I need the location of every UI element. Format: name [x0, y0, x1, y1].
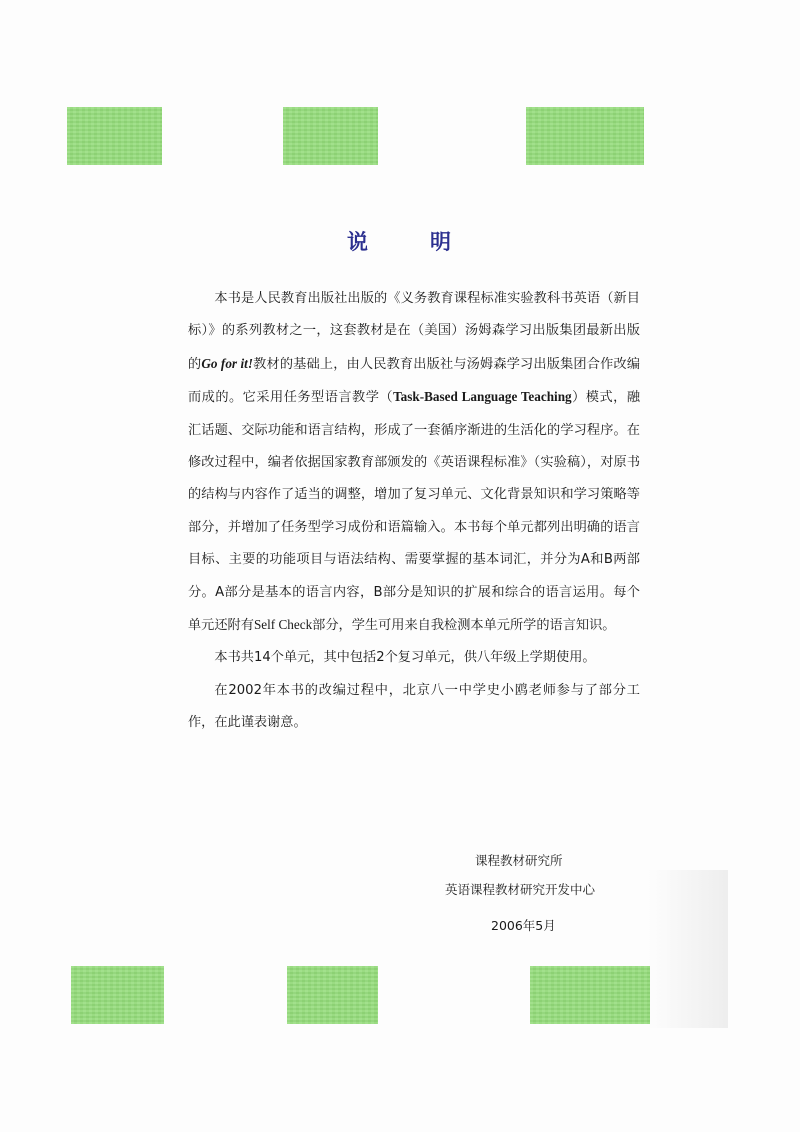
- title-char-1: 说: [347, 230, 370, 254]
- paragraph-1-part-7: 部分，学生可用来自我检测本单元所学的语言知识。: [312, 618, 616, 634]
- page-title: [0, 226, 800, 256]
- signature-center: 英语课程教材研究开发中心: [445, 882, 596, 897]
- paragraph-3: 在2002年本书的改编过程中，北京八一中学史小鸥老师参与了部分工作，在此谨表谢意。: [188, 682, 640, 731]
- decorative-green-block-top-right: [526, 107, 644, 165]
- signature-institute: 课程教材研究所: [475, 853, 563, 868]
- paragraph-1-part-5: ）模式，融汇话题、交际功能和语言结构，形成了一套循序渐进的生活化的学习程序。在修改过程中，编者依据国家教育部颁发的《英语课程标准》（实验稿），对原书的结构与内容作了适当的调整，增加了复习单元、文化背景知识和学习策略等部分，并增加了任务型学习成份和语篇输入。本书每个单元都列出明确的语言目标、主要的功能项目与语法结构、需要掌握的基本词汇，并分为A和B两部分。A部分是基本的语言内容，B部分是知识的扩展和综合的语言运用。每个单元还附有: [188, 390, 641, 634]
- book-title-go-for-it: Go for it!: [201, 355, 253, 371]
- body-text: [188, 283, 640, 740]
- paragraph-1: [188, 283, 640, 642]
- paragraph-1-part-1: 本书是人民教育出版社出版的《义务教育课程标准实验教科书英语（新目标）》的系列教材之一，这套教材是在（美国）汤姆森学习出版集团最新出版的: [188, 291, 640, 372]
- decorative-green-block-bottom-left: [71, 966, 164, 1024]
- signature-date: 2006年5月: [491, 918, 556, 933]
- decorative-green-block-bottom-center: [287, 966, 378, 1024]
- paragraph-1-part-3: 教材的基础上，由人民教育出版社与汤姆森学习出版集团合作改编而成的。它采用任务型语言教学（: [188, 356, 641, 406]
- decorative-green-block-top-left: [67, 107, 162, 165]
- term-task-based-language-teaching: Task-Based Language Teaching: [393, 389, 572, 405]
- term-self-check: Self Check: [253, 617, 313, 633]
- scan-shadow: [648, 870, 728, 1028]
- paragraph-2: 本书共14个单元，其中包括2个复习单元，供八年级上学期使用。: [214, 650, 596, 666]
- decorative-green-block-top-center: [283, 107, 378, 165]
- decorative-green-block-bottom-right: [530, 966, 650, 1024]
- title-char-2: 明: [430, 230, 453, 254]
